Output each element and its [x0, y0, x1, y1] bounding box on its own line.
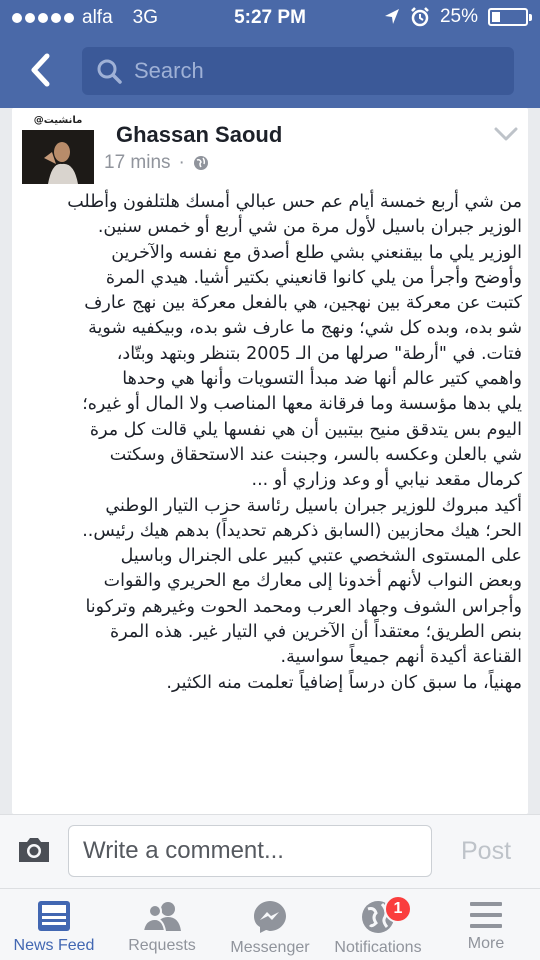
chevron-left-icon — [29, 53, 51, 87]
post-line: القناعة أكيدة أنهم جميعاً سواسية. — [280, 647, 522, 668]
post-time[interactable]: 17 mins — [104, 152, 171, 173]
post-line: وأجراس الشوف وجهاد العرب ومحمد الحوت وغيرهم وتركونا — [85, 596, 522, 617]
post-line: بنص الطريق؛ معتقداً أن الآخرين في التيار غير. هذه المرة — [110, 622, 522, 643]
search-icon — [96, 58, 122, 84]
alarm-icon — [410, 7, 430, 27]
post-line: يلي بدها مؤسسة وما فرقانة معها المناصب ولا المال أو غيره؛ — [82, 394, 522, 415]
post-meta — [104, 152, 209, 174]
post-line: اليوم بس يتدقق منيح بيتبين أن هي نفسها يلي قالت كل مرة — [89, 419, 522, 440]
location-icon — [384, 8, 400, 26]
post-line: شي بالعلن وعكسه بالسر، وجبنت عند الاستحقاق وسكتت — [109, 444, 522, 465]
post-line: الوزير يلي ما بيقنعني بشي طلع أصدق مع نفسه والآخرين — [111, 242, 522, 263]
search-input[interactable] — [134, 58, 474, 84]
tab-more[interactable] — [432, 889, 540, 960]
post-author[interactable]: Ghassan Saoud — [116, 122, 283, 147]
network-type: 3G — [132, 7, 158, 28]
battery-fill — [492, 12, 500, 22]
friend-requests-icon — [141, 899, 183, 933]
post-line: واهمي كتير عالم أنها ضد مبدأ التسويات وأنها هي وحدها — [122, 369, 522, 390]
post-options-button[interactable] — [494, 126, 518, 145]
post-line: أكيد مبروك للوزير جبران باسيل رئاسة حزب التيار الوطني — [105, 495, 522, 516]
back-button[interactable] — [20, 50, 60, 90]
globe-privacy-icon — [193, 155, 209, 171]
messenger-icon — [252, 899, 288, 935]
search-bar[interactable] — [82, 47, 514, 95]
carrier-name: alfa — [82, 7, 113, 28]
battery-icon — [488, 8, 528, 26]
camera-icon — [16, 835, 52, 865]
menu-icon — [468, 899, 504, 931]
tab-label: Requests — [128, 937, 196, 954]
battery-percent: 25% — [439, 6, 478, 27]
post-line: على المستوى الشخصي عتبي كبير على الجنرال وباسيل — [120, 546, 522, 567]
post-card — [12, 108, 528, 814]
chevron-down-icon — [494, 127, 518, 141]
navigation-bar — [0, 36, 540, 108]
clock: 5:27 PM — [234, 7, 306, 28]
tab-bar — [0, 888, 540, 960]
comment-bar — [0, 814, 540, 888]
avatar-image — [22, 112, 94, 184]
tab-label: More — [467, 935, 505, 952]
separator-dot: · — [178, 152, 185, 173]
post-line: كرمال مقعد نيابي أو وعد وزاري أو ... — [251, 470, 522, 491]
tab-notifications[interactable] — [324, 889, 432, 960]
tab-label: News Feed — [13, 937, 95, 954]
tab-label: Messenger — [230, 939, 310, 956]
post-line: الوزير جبران باسيل لأول مرة من شي أربع أو خمس سنين. — [97, 217, 522, 238]
avatar-watermark: @مانشيت — [22, 112, 94, 130]
notifications-badge: 1 — [384, 895, 412, 923]
post-line: الحر؛ هيك محازبين (السابق ذكرهم تحديداً) بدهم هيك رئيس.. — [82, 520, 522, 541]
tab-label: Notifications — [334, 939, 422, 956]
post-line: كتبت عن معركة بين نهجين، هي بالفعل معركة بين نهج عارف — [84, 293, 522, 314]
post-comment-button[interactable]: Post — [446, 833, 526, 869]
avatar[interactable] — [22, 112, 94, 184]
tab-requests[interactable] — [108, 889, 216, 960]
post-body — [22, 190, 522, 696]
post-line: وأوضح وأجرأ من يلي كانوا قانعيني بكتير أشيا. هيدي المرة — [105, 267, 522, 288]
news-feed-icon — [36, 899, 72, 933]
status-right — [384, 6, 528, 28]
post-line: شو بده، وبده كل شي؛ ونهج ما عارف شو بده، وبيكفيه شوية — [88, 318, 522, 339]
camera-button[interactable] — [16, 835, 52, 869]
post-line: من شي أربع خمسة أيام عم حس عبالي أمسك هلتلفون وأطلب — [67, 192, 522, 212]
status-bar — [0, 0, 540, 36]
post-line: فتات. في "أرطة" صرلها من الـ 2005 بتنظر وبتهد وبتّاد، — [116, 343, 522, 364]
tab-news-feed[interactable] — [0, 889, 108, 960]
post-line: وبعض النواب لأنهم أخدونا إلى معارك مع الحريري والقوات — [103, 571, 522, 592]
tab-messenger[interactable] — [216, 889, 324, 960]
post-line: مهنياً، ما سبق كان درساً إضافياً تعلمت منه الكثير. — [166, 672, 522, 693]
comment-input[interactable] — [68, 825, 432, 877]
